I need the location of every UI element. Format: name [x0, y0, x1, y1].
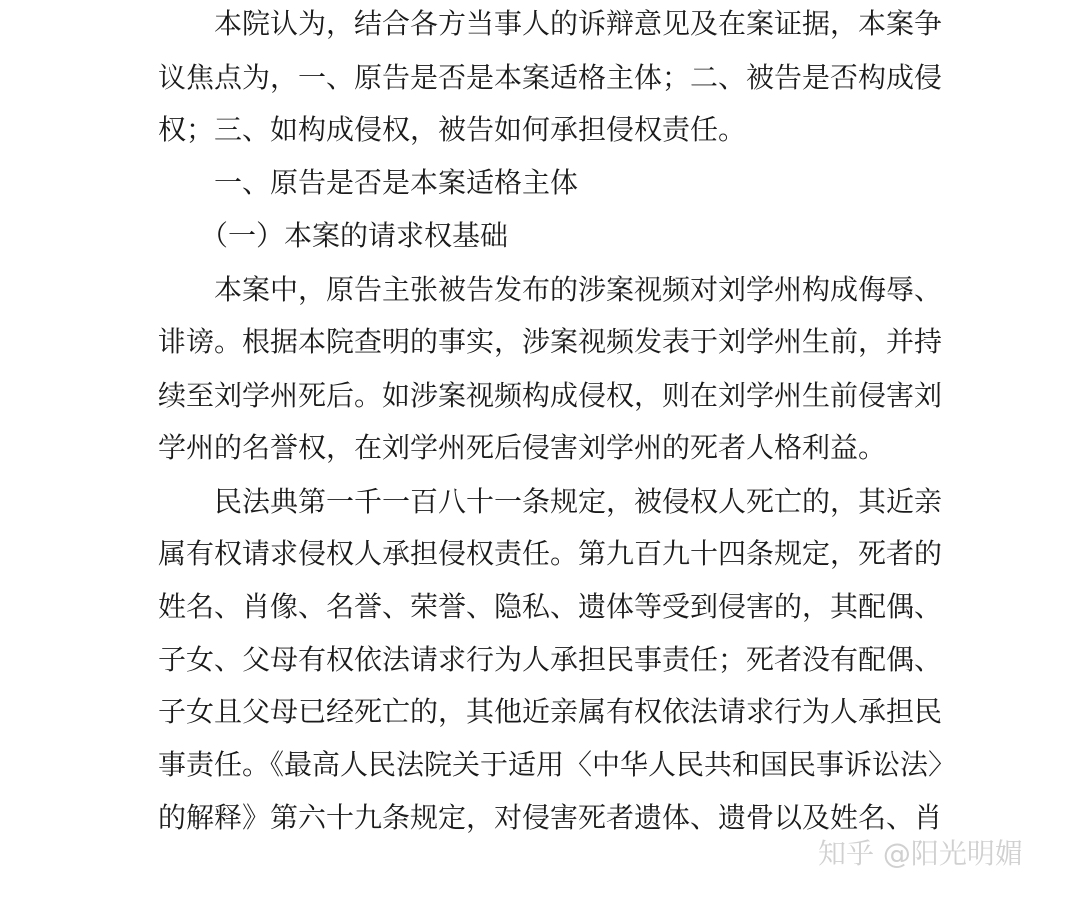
text-line: 子女且父母已经死亡的，其他近亲属有权依法请求行为人承担民: [158, 695, 943, 728]
text-line: 民法典第一千一百八十一条规定，被侵权人死亡的，其近亲: [158, 485, 943, 518]
text-line: 学州的名誉权，在刘学州死后侵害刘学州的死者人格利益。: [158, 431, 887, 464]
text-line: 议焦点为，一、原告是否是本案适格主体；二、被告是否构成侵: [158, 61, 943, 94]
text-line: 属有权请求侵权人承担侵权责任。第九百九十四条规定，死者的: [158, 537, 943, 570]
section-heading: 一、原告是否是本案适格主体: [158, 166, 579, 199]
text-line: 的解释》第六十九条规定，对侵害死者遗体、遗骨以及姓名、肖: [158, 801, 943, 834]
text-line: 姓名、肖像、名誉、荣誉、隐私、遗体等受到侵害的，其配偶、: [158, 590, 943, 623]
text-line: 权；三、如构成侵权，被告如何承担侵权责任。: [158, 113, 747, 146]
text-line: 诽谤。根据本院查明的事实，涉案视频发表于刘学州生前，并持: [158, 325, 943, 358]
text-line: 续至刘学州死后。如涉案视频构成侵权，则在刘学州生前侵害刘: [158, 379, 943, 412]
subsection-heading: （一）本案的请求权基础: [158, 219, 509, 252]
text-line: 子女、父母有权依法请求行为人承担民事责任；死者没有配偶、: [158, 643, 943, 676]
text-line: 本案中，原告主张被告发布的涉案视频对刘学州构成侮辱、: [158, 273, 943, 306]
text-line: 本院认为，结合各方当事人的诉辩意见及在案证据，本案争: [158, 7, 943, 40]
zhihu-watermark: 知乎 @阳光明媚: [818, 837, 1023, 870]
text-line: 事责任。《最高人民法院关于适用〈中华人民共和国民事诉讼法〉: [158, 748, 957, 781]
